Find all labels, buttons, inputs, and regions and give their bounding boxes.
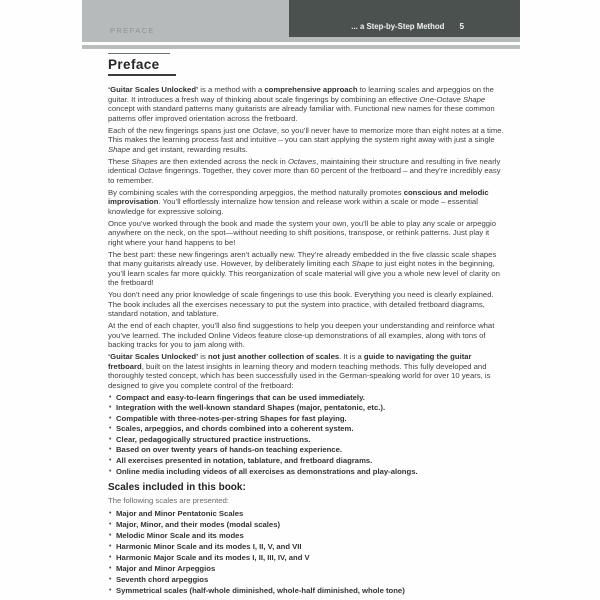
paragraph: The best part: these new fingerings aren’t actually new. They’re already embedded in the five classic scale shapes that many guitarists already use. However, by deliberately limiting each Shape to just eight notes in the beginning, you’ll learn scales far more quickly. This reorganization of scale material will give you a whole new level of clarity on the fretboard! <box>108 249 500 287</box>
list-item: • Major, Minor, and their modes (modal scales) <box>108 520 505 530</box>
list-item: • Major and Minor Arpeggios <box>108 564 505 574</box>
list-item: • All exercises presented in notation, tablature, and fretboard diagrams. <box>108 456 505 466</box>
running-header-title: ... a Step-by-Step Method <box>351 22 445 31</box>
list-item: • Based on over twenty years of hands-on teaching experience. <box>108 445 505 455</box>
preface-paragraphs <box>108 85 505 390</box>
title-rule-bottom <box>108 74 176 76</box>
features-list <box>108 393 505 477</box>
list-item: • Harmonic Minor Scale and its modes I, II, V, and VII <box>108 542 505 552</box>
page-title: Preface <box>108 57 160 72</box>
list-item: • Seventh chord arpeggios <box>108 575 505 585</box>
paragraph: You don’t need any prior knowledge of scale fingerings to use this book. Everything you need is clearly explained. The book includes all the exercises necessary to put the system into practice, with detailed fretboard diagrams, standard notation, and tablature. <box>108 290 494 318</box>
list-item: • Compact and easy-to-learn fingerings that can be used immediately. <box>108 393 505 403</box>
title-rule-top <box>108 53 170 54</box>
running-header-left: PREFACE <box>110 26 155 35</box>
scales-heading: Scales included in this book: <box>108 482 246 494</box>
list-item: • Online media including videos of all exercises as demonstrations and play-alongs. <box>108 467 505 477</box>
list-item: • Compatible with three-notes-per-string Shapes for fast playing. <box>108 414 505 424</box>
page-body <box>108 85 505 597</box>
page-number: 5 <box>459 22 464 31</box>
list-item: • Symmetrical scales (half-whole diminished, whole-half diminished, whole tone) <box>108 586 505 596</box>
paragraph: By combining scales with the corresponding arpeggios, the method naturally promotes conscious and melodic improvisation. You’ll effortlessly internalize how tension and release work within a scale or mode – essential knowledge for expressive soloing. <box>108 187 489 216</box>
paragraph: ‘Guitar Scales Unlocked’ is not just another collection of scales. It is a guide to navigating the guitar fretboard, built on the latest insights in learning theory and modern teaching methods. This fully developed and thoroughly tested concept, which has been successfully used in the German-speaking world for over 10 years, is designed to give you complete control of the fretboard: <box>108 352 491 390</box>
scales-list <box>108 509 505 595</box>
list-item: • Harmonic Major Scale and its modes I, II, III, IV, and V <box>108 553 505 563</box>
list-item: • Scales, arpeggios, and chords combined into a coherent system. <box>108 424 505 434</box>
header-band <box>82 0 520 42</box>
list-item: • Integration with the well-known standard Shapes (major, pentatonic, etc.). <box>108 403 505 413</box>
title-block <box>108 53 176 76</box>
paragraph: These Shapes are then extended across the neck in Octaves, maintaining their structure and resulting in five nearly identical Octave fingerings. Together, they cover more than 60 percent of the fretboard – and they’re incredibly easy to remember. <box>108 156 501 185</box>
paragraph: ‘Guitar Scales Unlocked’ is a method with a comprehensive approach to learning scales and arpeggios on the guitar. It introduces a fresh way of thinking about scale fingerings by combining an effective One-Octave Shape concept with standard patterns many guitarists are already familiar with. Functional new names for these common patterns offer improved orientation across the fretboard. <box>108 85 495 123</box>
list-item: • Melodic Minor Scale and its modes <box>108 531 505 541</box>
paragraph: Each of the new fingerings spans just one Octave, so you’ll never have to memorize more than eight notes at a time. This makes the learning process fast and intuitive – you can start applying the system right away with just a single Shape and get instant, rewarding results. <box>108 125 504 154</box>
scales-intro: The following scales are presented: <box>108 495 229 505</box>
list-item: • Major and Minor Pentatonic Scales <box>108 509 505 519</box>
list-item: • Clear, pedagogically structured practice instructions. <box>108 435 505 445</box>
paragraph: Once you’ve worked through the book and made the system your own, you’ll be able to play any scale or arpeggio anywhere on the neck, on the spot—without needing to shift positions, transpose, or rethink patterns. Just play it right where your hand happens to be! <box>108 218 497 247</box>
paragraph: At the end of each chapter, you’ll also find suggestions to help you deepen your understanding and reinforce what you’ve learned. The included Online Videos feature close-up demonstrations of all examples, along with tons of backing tracks for you to jam along with. <box>108 321 495 349</box>
header-rule <box>82 45 520 49</box>
header-chapter-box <box>289 0 520 37</box>
